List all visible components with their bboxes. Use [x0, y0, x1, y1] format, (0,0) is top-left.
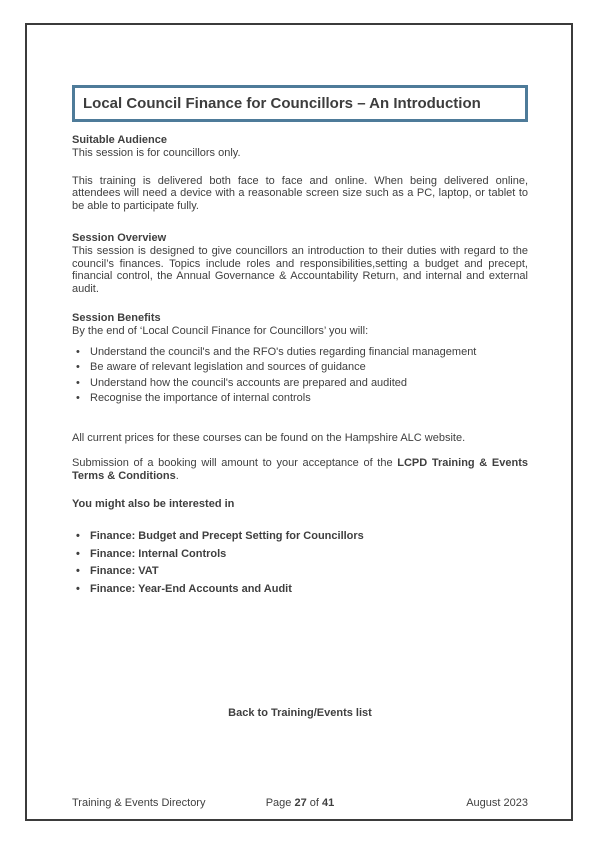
- benefit-item: • Be aware of relevant legislation and sources of guidance: [72, 361, 528, 374]
- suitable-audience-heading: Suitable Audience: [72, 134, 167, 146]
- session-benefits-intro: By the end of ‘Local Council Finance for Councillors’ you will:: [72, 325, 369, 337]
- benefits-list: [72, 346, 528, 405]
- footer-page-indicator: [224, 797, 376, 810]
- document-page: [25, 23, 573, 821]
- footer-document-name: Training & Events Directory: [72, 797, 206, 809]
- section-session-benefits: [72, 312, 528, 405]
- section-suitable-audience: [72, 134, 528, 212]
- footer-date: August 2023: [466, 797, 528, 809]
- section-session-overview: [72, 232, 528, 295]
- benefit-item: • Understand how the council's accounts are prepared and audited: [72, 377, 528, 390]
- benefit-item: • Recognise the importance of internal controls: [72, 392, 528, 405]
- pricing-note: All current prices for these courses can be found on the Hampshire ALC website.: [72, 431, 466, 444]
- booking-note-prefix: Submission of a booking will amount to your acceptance of the: [72, 457, 398, 469]
- suitable-audience-body: This session is for councillors only.: [72, 147, 241, 159]
- terms-and-conditions-label: LCPD Training & Events Terms & Conditions: [72, 457, 528, 482]
- footer-page-total: 41: [322, 797, 335, 809]
- related-courses-heading: You might also be interested in: [72, 498, 235, 510]
- session-benefits-heading: Session Benefits: [72, 312, 161, 324]
- related-courses-list: [72, 530, 528, 595]
- section-related-courses: [72, 498, 528, 595]
- related-course-item[interactable]: • Finance: Internal Controls: [72, 548, 528, 561]
- related-course-item[interactable]: • Finance: Budget and Precept Setting for Councillors: [72, 530, 528, 543]
- page-title: Local Council Finance for Councillors – An Introduction: [83, 95, 481, 112]
- related-course-item[interactable]: • Finance: VAT: [72, 565, 528, 578]
- footer-page-number: 27: [294, 797, 307, 809]
- page-content: [27, 25, 571, 720]
- back-to-training-events-link[interactable]: Back to Training/Events list: [228, 707, 372, 719]
- benefit-item: • Understand the council's and the RFO's duties regarding financial management: [72, 346, 528, 359]
- booking-note-suffix: .: [175, 469, 179, 482]
- session-overview-body: This session is designed to give councillors an introduction to their duties with regard to the council’s finances. Topics include roles and responsibilities,setting a budget and precept, financial control, the Annual Governance & Accountability Return, and internal and external audit.: [72, 245, 528, 295]
- course-title-box: [72, 85, 528, 122]
- related-course-item[interactable]: • Finance: Year-End Accounts and Audit: [72, 583, 528, 596]
- session-overview-heading: Session Overview: [72, 232, 167, 244]
- page-footer: [72, 797, 528, 810]
- footer-page-word: Page: [265, 797, 292, 809]
- delivery-mode-paragraph: This training is delivered both face to face and online. When being delivered online, attendees will need a device with a reasonable screen size such as a PC, laptop, or tablet to be able to participate fully.: [72, 174, 528, 212]
- footer-of-word: of: [309, 797, 319, 809]
- booking-note: [72, 457, 528, 482]
